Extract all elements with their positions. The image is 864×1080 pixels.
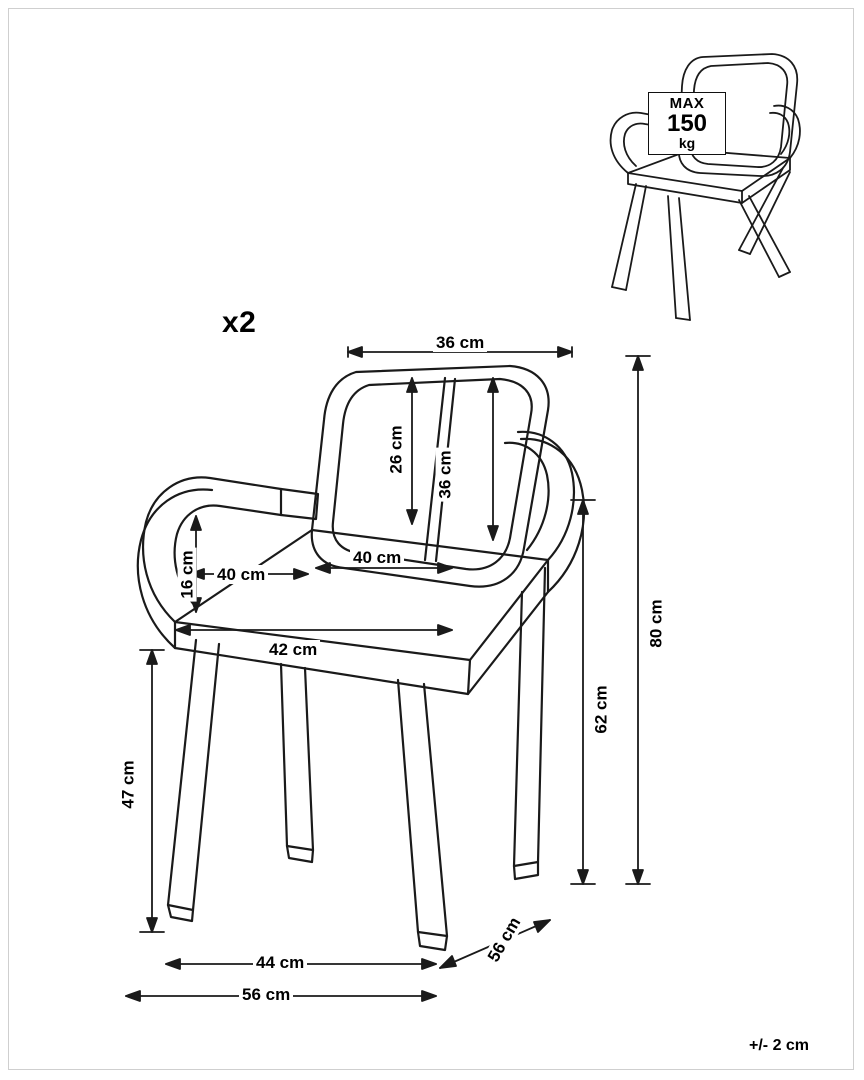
max-load-unit: kg [678,135,696,152]
dim-base-width: 44 cm [253,953,307,972]
max-load-title: MAX [669,95,705,112]
dim-seat-front-width: 42 cm [266,640,320,659]
dim-total-height: 80 cm [647,596,666,650]
dim-seat-depth-left: 40 cm [214,565,268,584]
tolerance-note: +/- 2 cm [749,1037,810,1054]
dim-backrest-height-inner: 26 cm [387,422,406,476]
max-load-value: 150 [666,110,708,137]
dim-backrest-height-outer: 36 cm [436,447,455,501]
dim-armrest-height: 16 cm [178,547,197,601]
dim-seat-width: 40 cm [350,548,404,567]
dim-base-depth: 56 cm [482,911,526,967]
max-load-badge [648,92,726,155]
dim-total-width: 56 cm [239,985,293,1004]
main-chair [138,366,584,950]
dim-armrest-top-height: 62 cm [592,682,611,736]
dim-seat-back-width: 36 cm [433,333,487,352]
quantity-label: x2 [222,306,257,339]
dim-seat-height: 47 cm [119,757,138,811]
